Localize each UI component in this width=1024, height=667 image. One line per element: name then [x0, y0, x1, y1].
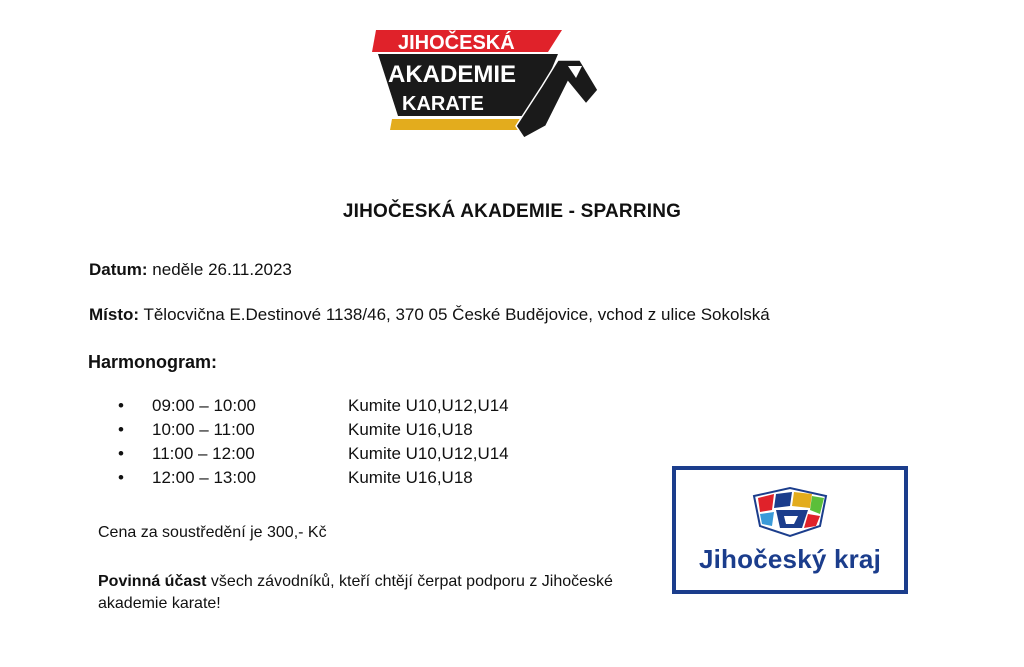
schedule-category: Kumite U10,U12,U14 — [348, 444, 509, 463]
logo-text-line2: AKADEMIE — [388, 61, 517, 88]
kraj-name: Jihočeský kraj — [698, 544, 882, 574]
schedule-time: 12:00 – 13:00 — [152, 468, 256, 487]
jihocesky-kraj-logo — [672, 466, 908, 594]
notice-text: všech závodníků, kteří chtějí čerpat podporu z Jihočeské akademie karate! — [98, 573, 613, 612]
date-label: Datum: — [89, 260, 148, 279]
attendance-notice — [98, 571, 628, 615]
schedule-category: Kumite U16,U18 — [348, 468, 473, 487]
karate-logo-graphic — [372, 26, 604, 146]
notice-bold: Povinná účast — [98, 573, 207, 590]
bullet-icon: • — [118, 468, 124, 487]
schedule-time: 10:00 – 11:00 — [152, 420, 255, 439]
logo-gold-stripe — [390, 119, 532, 130]
bullet-icon: • — [118, 420, 124, 439]
bullet-icon: • — [118, 396, 124, 415]
logo-text-line1: JIHOČESKÁ — [398, 32, 515, 54]
akademie-karate-logo — [372, 26, 604, 146]
bullet-icon: • — [118, 444, 124, 463]
date-value: neděle 26.11.2023 — [152, 260, 292, 279]
document-title: JIHOČESKÁ AKADEMIE - SPARRING — [342, 201, 682, 222]
schedule-category: Kumite U16,U18 — [348, 420, 473, 439]
schedule-time: 11:00 – 12:00 — [152, 444, 255, 463]
venue-line — [89, 305, 770, 325]
date-line — [89, 260, 292, 280]
schedule-category: Kumite U10,U12,U14 — [348, 396, 509, 415]
logo-text-line3: KARATE — [402, 93, 484, 115]
kraj-emblem-icon — [750, 486, 830, 540]
schedule-time: 09:00 – 10:00 — [152, 396, 256, 415]
schedule-heading: Harmonogram: — [88, 352, 218, 372]
price-text: Cena za soustředění je 300,- Kč — [98, 524, 327, 541]
venue-value: Tělocvična E.Destinové 1138/46, 370 05 České Budějovice, vchod z ulice Sokolská — [143, 305, 770, 324]
venue-label: Místo: — [89, 305, 140, 324]
